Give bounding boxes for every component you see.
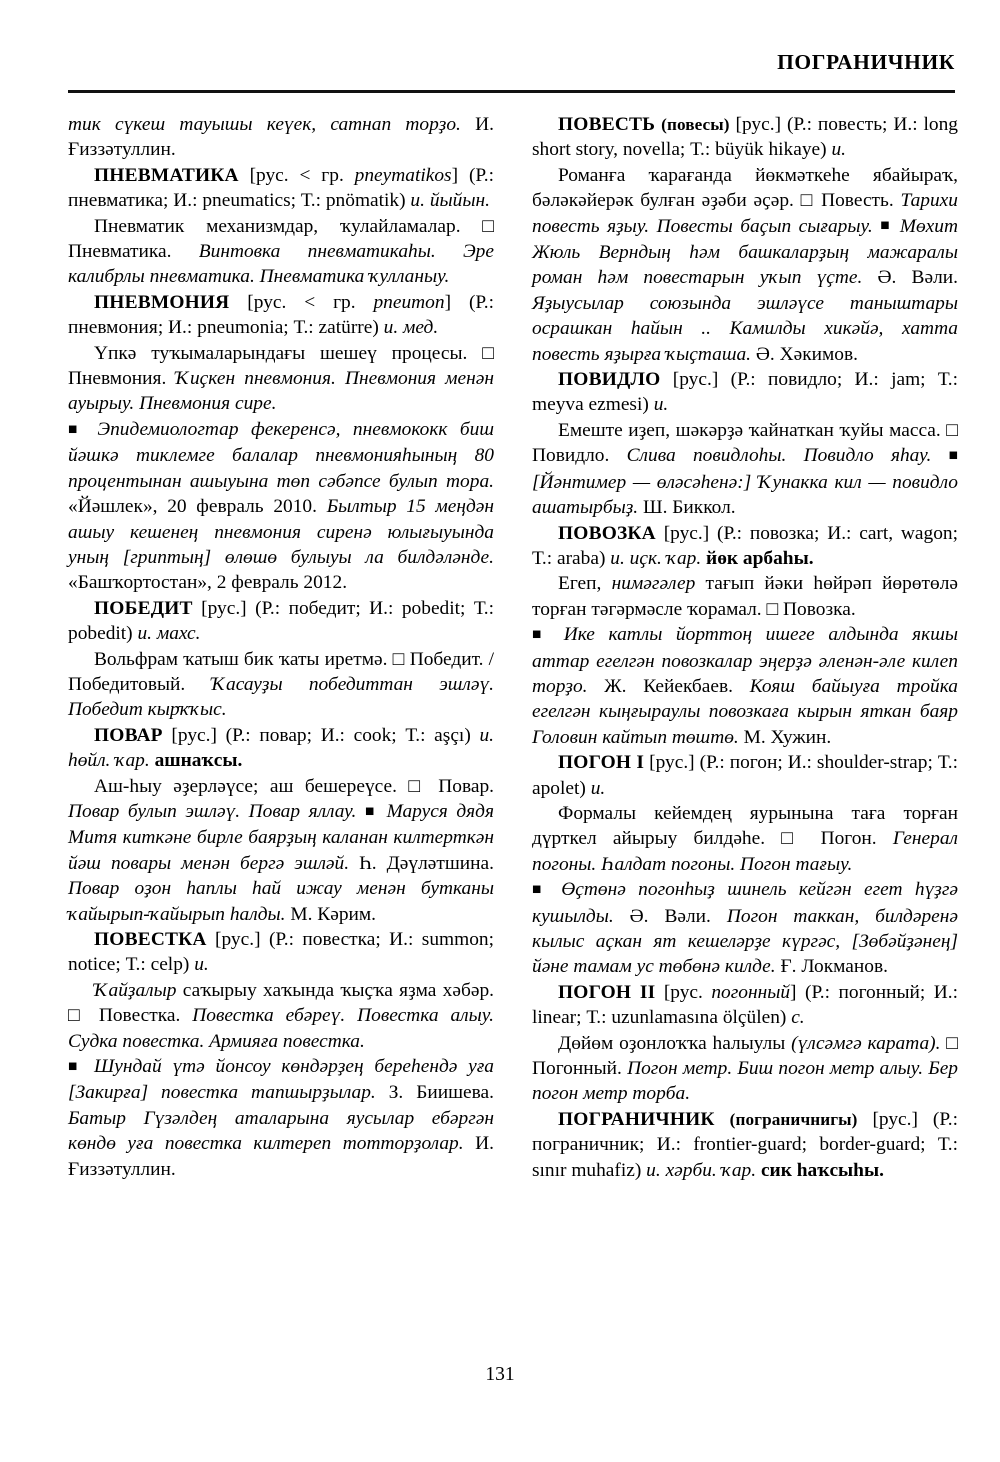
filled-square-marker — [880, 216, 892, 237]
definition: Пневматик механизмдар, ҡулайламалар. — [94, 215, 483, 237]
etymology: [рус.] — [201, 597, 247, 619]
definition: Формалы кейемдең яурынына тағa торған дүрткел айырыу билдәһе. — [532, 802, 958, 850]
definition: Үпкә туҡымаларындағы шешеү процесы. — [94, 342, 483, 364]
filled-square-marker — [365, 801, 378, 822]
etymology-close: ] — [444, 291, 452, 313]
headword: ПОВАР — [94, 724, 163, 746]
open-square-marker — [393, 649, 405, 670]
open-square-marker — [946, 420, 958, 441]
equivalents: (Р.: повестка; И.: summon; notice; Т.: celp) — [68, 929, 494, 976]
citation-text: Былтыр 15 меңдән ашыу кешенең пневмония сиренә юлығыуында уның [гриптың] өлөшө булыуы ла билдәләнде. — [68, 496, 494, 568]
etymology: [рус.] — [735, 114, 782, 135]
entry-povozka-head — [532, 521, 958, 572]
definition-italic-part: нимәгәлер — [611, 573, 706, 595]
continuation-source: И. Ғиззәтуллин. — [68, 114, 494, 161]
equivalents: (Р.: повидло; И.: jam; Т.: meyva ezmesi) — [532, 369, 959, 416]
translation-label: Повозка. — [783, 598, 856, 620]
translation-label: Победит. / Победитовый. — [68, 648, 495, 695]
etymology: [рус.] — [171, 724, 217, 746]
headword: ПНЕВМАТИКА — [94, 164, 239, 186]
definition: Аш-һыу әҙерләүсе; аш бешереүсе. — [94, 775, 409, 797]
entry-pnevmatika-body — [68, 214, 494, 290]
citation-source: М. Кәрим. — [290, 903, 377, 925]
right-column — [532, 112, 958, 1312]
definition: Романға ҡарағанда йөкмәткеһе ябайыраҡ, бәләкәйерәк булған әҙәби әҫәр. — [532, 164, 958, 212]
grammar-label: и. йыйын. — [410, 190, 490, 212]
citation-source: Ш. Биккол. — [643, 497, 736, 519]
entry-pogon-2-body — [532, 1031, 958, 1107]
citation-source: Ғ. Локманов. — [780, 956, 888, 978]
definition: Вольфрам ҡатыш бик ҡаты иретмә. — [94, 648, 393, 670]
left-column — [68, 112, 494, 1312]
examples: Погон метр. Биш погон метр алыу. Бер погон метр торба. — [532, 1058, 958, 1105]
page-number: 131 — [485, 1363, 515, 1385]
translation-label: Повесть. — [821, 190, 901, 212]
examples: Генерал погоны. Һалдат погоны. Погон тағыу. — [532, 828, 958, 875]
citation-text: Батыр Гүзәлдең аталарына яусылар ебәргән көндө уға повестка килтереп тотторҙолар. — [68, 1107, 494, 1155]
definition-prefix: Егеп, — [558, 573, 612, 595]
examples: Слива повидлоһы. Повидло яһау. — [626, 445, 949, 467]
entry-pnevmatika-head — [68, 163, 494, 214]
header-rule — [68, 90, 955, 93]
open-square-marker — [946, 1033, 958, 1054]
headword: ПОГОН I — [558, 752, 645, 774]
open-square-marker — [482, 216, 494, 237]
examples: Ҡасауҙы победиттан эшләү. Победит кырҡҡыс. — [68, 673, 494, 721]
grammar-label: и. — [194, 954, 209, 976]
headword: ПОВИДЛО — [558, 369, 661, 391]
etymology: [рус. — [663, 981, 712, 1003]
grammar-label: и. махс. — [137, 623, 201, 645]
filled-square-marker — [532, 879, 549, 900]
headword: ПОВОЗКА — [558, 522, 656, 544]
translation-label: Пневмония. — [68, 368, 176, 390]
translation-label: Повестка. — [98, 1005, 193, 1027]
etymology: [рус.] — [215, 929, 261, 950]
equivalents: (Р.: пограничник; И.: frontier-guard; border-guard; Т.: sınır muhafiz) — [532, 1108, 958, 1181]
entry-pogon-1-body — [532, 801, 958, 877]
examples: Повар булып эшләү. Повар яллау. — [68, 800, 365, 822]
headword: ПОВЕСТЬ — [558, 114, 656, 135]
entry-pogon-1-citations — [532, 877, 958, 980]
equivalents: (Р.: погон; И.: shoulder-strap; Т.: apolet) — [532, 752, 958, 799]
grammar-label: и. хәрби. ҡар. — [646, 1159, 761, 1181]
grammar-label: и. һөйл. ҡар. — [68, 724, 494, 772]
headword: ПНЕВМОНИЯ — [94, 291, 230, 313]
entry-povest-body — [532, 163, 958, 367]
open-square-marker — [781, 828, 804, 849]
open-square-marker — [766, 599, 778, 620]
etymology-source-word: pneumon — [373, 291, 445, 313]
entry-pnevmoniya-head — [68, 290, 494, 341]
etymology: [рус.] — [649, 752, 695, 774]
cross-reference: ашнаҡсы. — [154, 750, 243, 772]
citation-text: Шундай үтә йонсоу көндәрҙең береһендә уға [Закирға] повестка тапшырҙылар. — [68, 1056, 494, 1104]
citation-text: Өҫтөнә погонһыҙ шинель кейгән егет һүҙгә кушылды. — [532, 879, 959, 927]
running-head — [68, 52, 955, 92]
equivalents: (Р.: пневмония; И.: pneumonia; Т.: zatürre) — [68, 291, 494, 339]
grammar-label: и. мед. — [383, 317, 439, 339]
citation-source: М. Хужин. — [743, 726, 832, 748]
entry-povestka-body — [68, 978, 494, 1054]
etymology: [рус.] — [872, 1108, 918, 1130]
filled-square-marker — [68, 419, 85, 440]
headword: ПОБЕДИТ — [94, 597, 193, 619]
citation-source: Һ. Дәүләтшина. — [359, 852, 494, 874]
grammar-label: и. — [831, 139, 847, 161]
cross-reference: сик һаҡсыһы. — [760, 1159, 884, 1181]
open-square-marker — [482, 343, 494, 364]
citation-source: «Башҡортостан», 2 февраль 2012. — [68, 572, 348, 594]
citation-source: И. Ғиззәтуллин. — [68, 1133, 494, 1180]
translation-label: Повидло. — [532, 445, 627, 467]
citation-text: Повар оҙон һаплы һай ижау менән бутканы ҡайырып-ҡайырып һалды. — [68, 878, 494, 925]
definition-italic-part: (үлсәмгә карата). — [791, 1032, 947, 1054]
etymology: [рус.] — [663, 522, 710, 544]
citation-text: Кояш байыуға тройка егелгән кыңғыраулы повозкаға кырын яткан баяр Головин кайтып төштө. — [532, 675, 958, 748]
examples: Ҡиҫкен пневмония. Пневмония менән ауырыу. Пневмония сире. — [68, 368, 494, 415]
citation-source: Ә. Вәли. — [629, 905, 727, 927]
equivalents: (Р.: повозка; И.: cart, wagon; Т.: araba) — [532, 522, 958, 569]
citation-text: Яҙыусылар союзында эшләүсе таныштары осрашкан һайын .. Камилды хикәйә, хатта повесть яҙырға ҡыҫташа. — [532, 292, 958, 365]
continuation-example: тик сүкеш тауышы кеүек, сатнап торҙо. — [68, 114, 461, 135]
entry-povestka-citations — [68, 1054, 494, 1182]
headword: ПОГРАНИЧНИК — [558, 1108, 715, 1130]
body-columns — [68, 112, 958, 1312]
open-square-marker — [801, 190, 815, 211]
etymology: [рус.] — [672, 369, 719, 391]
entry-pobedit-body — [68, 647, 494, 723]
entry-pnevmoniya-citations — [68, 417, 494, 596]
filled-square-marker — [532, 624, 550, 645]
definition: Емеште иҙеп, шәкәрҙә ҡайнаткан ҡуйы масса. — [558, 419, 947, 441]
headword: ПОВЕСТКА — [94, 929, 207, 950]
open-square-marker — [408, 776, 426, 797]
equivalents: (Р.: повесть; И.: long short story, novella; Т.: büyük hikaye) — [532, 114, 958, 161]
translation-label: Повар. — [438, 775, 494, 797]
equivalents: (Р.: повар; И.: cook; Т.: aşçı) — [225, 724, 480, 746]
etymology-source-word: pneymatikos — [354, 164, 452, 186]
citation-text: Мөхит Жюль Верндың һәм башкаларҙың мажаралы роман һәм повестарын уҡып үҫте. — [532, 215, 958, 289]
entry-povidlo-head — [532, 367, 958, 418]
entry-povestka-head — [68, 927, 494, 978]
citation-source: З. Биишева. — [388, 1082, 494, 1104]
headword-inflected-form: (пограничнигы) — [729, 1109, 858, 1129]
entry-pogon-1-head — [532, 750, 958, 801]
citation-source: Ә. Хәкимов. — [755, 343, 858, 365]
equivalents: (Р.: победит; И.: pobedit; Т.: pobedit) — [68, 597, 494, 645]
entry-pogon-2-head — [532, 980, 958, 1031]
citation-source: «Йәшлек», 20 февраль 2010. — [68, 496, 317, 518]
translation-label: Погонный. — [532, 1058, 628, 1080]
headword: ПОГОН II — [558, 981, 656, 1003]
examples: Повестка ебәреү. Повестка алыу. Судка повестка. Армияға повестка. — [68, 1005, 494, 1052]
entry-pnevmoniya-body — [68, 341, 494, 417]
examples: Тарихи повесть яҙыу. Повесты баҫып сығарыу. — [532, 190, 958, 237]
citation-text: Ике катлы йорттоң ишеге алдында якшы аттар егелгән повозкалар эңерҙә әленән-әле килеп торҙо. — [532, 624, 959, 697]
entry-pobedit-head — [68, 596, 494, 647]
etymology-close: ] — [451, 164, 459, 186]
citation-text: Погон таккан, билдәренә кылыс аҫкан ят кешеләрҙе күргәс, [Зөбәйҙәнең] йәне тамам ус төбөнә килде. — [532, 905, 958, 978]
definition: Дөйөм оҙонлоҡҡа һалыулы — [558, 1032, 792, 1054]
grammar-label: и. — [590, 777, 606, 799]
translation-label: Пневматика. — [68, 241, 199, 263]
entry-povozka-citations — [532, 622, 958, 750]
definition-italic-part: Ҡайҙалыр — [94, 979, 183, 1001]
etymology-close: ] — [790, 981, 797, 1003]
entry-povest-head — [532, 112, 958, 163]
examples: Винтовка пневматикаһы. Эре калибрлы пневматика. Пневматика ҡулланыу. — [68, 241, 494, 288]
filled-square-marker — [949, 445, 958, 466]
etymology: [рус. < гр. — [249, 164, 355, 186]
definition: саҡырыу хаҡында ҡыҫҡа яҙма хәбәр. — [182, 979, 494, 1001]
entry-povozka-body — [532, 571, 958, 622]
entry-continuation — [68, 112, 494, 163]
grammar-label: с. — [791, 1007, 805, 1029]
running-head-title: ПОГРАНИЧНИК — [777, 50, 955, 74]
equivalents: (Р.: погонный; И.: linear; Т.: uzunlamasına ölçülen) — [532, 981, 958, 1029]
citation-source: Ж. Кейекбаев. — [604, 675, 750, 697]
etymology: [рус. < гр. — [247, 291, 374, 313]
entry-povar-head — [68, 723, 494, 774]
grammar-label: и. — [653, 394, 669, 416]
entry-povar-body — [68, 774, 494, 927]
translation-label: Погон. — [820, 828, 893, 850]
entry-povidlo-body — [532, 418, 958, 521]
headword-inflected-form: (повесы) — [661, 115, 730, 134]
entry-pogranichnik-head — [532, 1107, 958, 1183]
citation-text: Эпидемиологтар фекеренсә, пневмококк биш йәшкә тиклемге балалар пневмонияһының 80 процентынан ашыуына төп сәбәпсе булып тора. — [68, 418, 494, 492]
citation-text: Маруся дядя Митя киткәне бирле баярҙың каланан килтерткән йәш повары менән бергә эшләй. — [68, 800, 495, 874]
citation-source: Ә. Вәли. — [877, 267, 958, 289]
open-square-marker — [68, 1005, 87, 1026]
citation-text: [Йәнтимер — өләсәһенә:] Ҡунакка кил — повидло ашатырбыҙ. — [532, 471, 958, 519]
filled-square-marker — [68, 1056, 83, 1077]
equivalents: (Р.: пневматика; И.: pneumatics; Т.: pnömatik) — [68, 164, 494, 212]
cross-reference: йөк арбаһы. — [706, 547, 814, 569]
grammar-label: и. иҫк. ҡар. — [610, 547, 707, 569]
definition: тағып йәки һөйрәп йөрөтөлә торған тәгәрмәсле ҡорамал. — [532, 573, 958, 620]
etymology-source-word: погонный — [711, 981, 791, 1003]
